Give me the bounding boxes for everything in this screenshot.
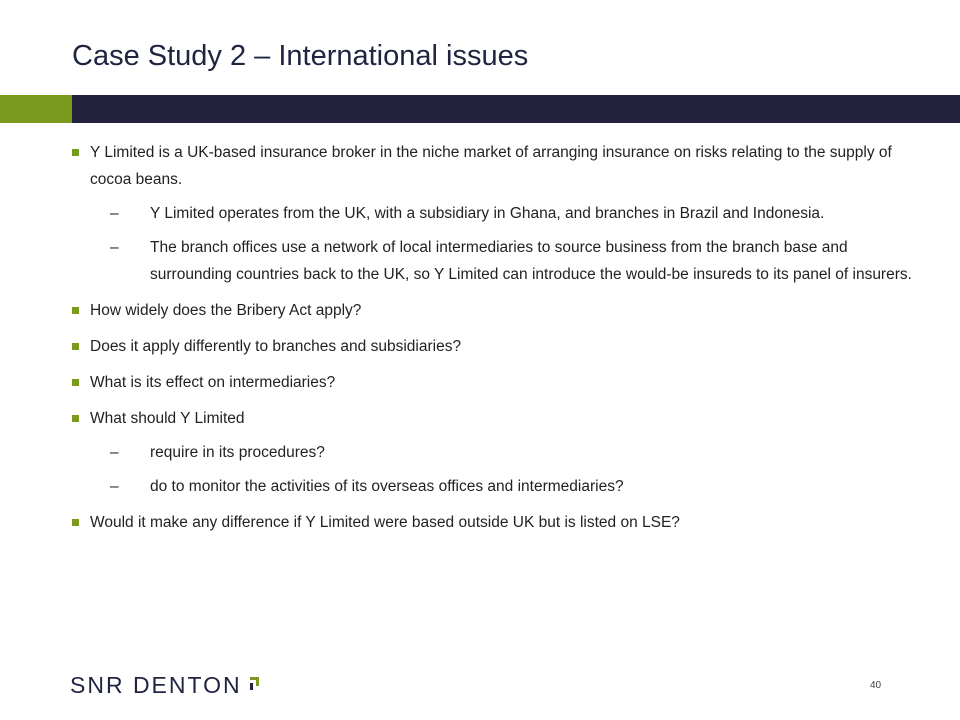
sub-bullet-item <box>72 439 912 466</box>
bullet-item-question-3 <box>72 369 912 396</box>
dash-bullet-icon: – <box>110 239 119 256</box>
header-band-accent <box>0 95 72 123</box>
sub-bullet-text: The branch offices use a network of local intermediaries to source business from the branch base and surrounding countries back to the UK, so Y Limited can introduce the would-be insureds to its panel of insurers. <box>150 239 912 283</box>
slide-title: Case Study 2 – International issues <box>72 40 529 72</box>
bullet-item-question-4 <box>72 405 912 432</box>
square-bullet-icon <box>72 379 79 386</box>
sub-bullet-item <box>72 473 912 500</box>
sub-bullet-item <box>72 200 912 227</box>
dash-bullet-icon: – <box>110 444 119 461</box>
square-bullet-icon <box>72 343 79 350</box>
slide-content <box>72 130 912 543</box>
sub-bullet-text: do to monitor the activities of its overseas offices and intermediaries? <box>150 478 624 495</box>
bullet-item-question-1 <box>72 297 912 324</box>
square-bullet-icon <box>72 519 79 526</box>
square-bullet-icon <box>72 415 79 422</box>
page-number: 40 <box>870 680 882 691</box>
logo-mark-icon <box>250 677 263 690</box>
bullet-text: What should Y Limited <box>90 410 245 427</box>
sub-bullet-text: require in its procedures? <box>150 444 325 461</box>
sub-bullet-text: Y Limited operates from the UK, with a subsidiary in Ghana, and branches in Brazil and Indonesia. <box>150 205 825 222</box>
logo-text: SNR DENTON <box>70 672 242 698</box>
square-bullet-icon <box>72 149 79 156</box>
bullet-text: How widely does the Bribery Act apply? <box>90 302 362 319</box>
bullet-text: Would it make any difference if Y Limited were based outside UK but is listed on LSE? <box>90 514 680 531</box>
header-band <box>72 95 960 123</box>
bullet-text: What is its effect on intermediaries? <box>90 374 336 391</box>
bullet-item-question-5 <box>72 509 912 536</box>
bullet-text: Does it apply differently to branches and subsidiaries? <box>90 338 462 355</box>
dash-bullet-icon: – <box>110 205 119 222</box>
bullet-item-question-2 <box>72 333 912 360</box>
sub-bullet-item <box>72 234 912 288</box>
company-logo <box>70 672 263 699</box>
dash-bullet-icon: – <box>110 478 119 495</box>
bullet-item-intro <box>72 139 912 193</box>
square-bullet-icon <box>72 307 79 314</box>
bullet-text: Y Limited is a UK-based insurance broker in the niche market of arranging insurance on risks relating to the supply of cocoa beans. <box>90 144 892 188</box>
